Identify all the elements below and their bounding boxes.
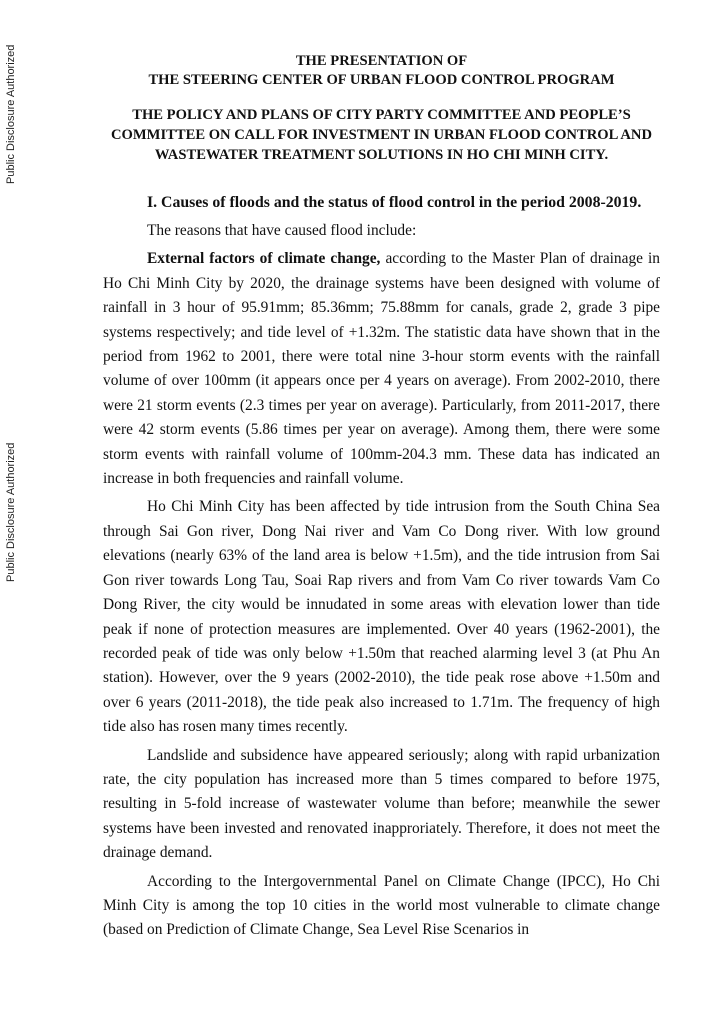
paragraph-body-climate: according to the Master Plan of drainage in Ho Chi Minh City by 2020, the drainage systems have been designed with volume of rainfall in 3 hour of 95.91mm; 85.36mm; 75.88mm for canals, grade 2, grade 3 pipe systems respectively; and tide level of +1.32m. The statistic data have shown that in the period from 1962 to 2001, there were total nine 3-hour storm events with the rainfall volume of over 100mm (it appears once per 4 years on average). From 2002-2010, there were 21 storm events (2.3 times per year on average). Particularly, from 2011-2017, there were 42 storm events (5.86 times per year on average). Among them, there were some storm events with rainfall volume of 100mm-204.3 mm. These data has indicated an increase in both frequencies and rainfall volume. <box>103 250 660 488</box>
paragraph-lead-climate: External factors of climate change, <box>147 250 381 268</box>
document-header <box>103 52 660 90</box>
document-page <box>103 52 660 943</box>
paragraph-climate-change <box>103 247 660 491</box>
disclosure-watermark-middle: Public Disclosure Authorized <box>5 442 17 582</box>
disclosure-watermark-top: Public Disclosure Authorized <box>5 44 17 184</box>
section-heading: I. Causes of floods and the status of flood control in the period 2008-2019. <box>147 194 642 211</box>
header-line-1: THE PRESENTATION OF <box>295 53 468 69</box>
paragraph-tide-intrusion: Ho Chi Minh City has been affected by tide intrusion from the South China Sea through Sai Gon river, Dong Nai river and Vam Co Dong river. With low ground elevations (nearly 63% of the land area is below +1.5m), and the tide intrusion from Sai Gon river towards Long Tau, Soai Rap rivers and from Vam Co river towards Vam Co Dong River, the city would be innudated in some areas with elevation lower than tide peak if none of protection measures are implemented. Over 40 years (1962-2001), the recorded peak of tide was only below +1.50m that reached alarming level 3 (at Phu An station). However, over the 9 years (2002-2010), the tide peak rose above +1.50m and over 6 years (2011-2018), the tide peak also increased to 1.71m. The frequency of high tide also has rosen many times recently. <box>103 498 660 736</box>
document-subtitle: THE POLICY AND PLANS OF CITY PARTY COMMITTEE AND PEOPLE’S COMMITTEE ON CALL FOR INVESTMENT IN URBAN FLOOD CONTROL AND WASTEWATER TREATMENT SOLUTIONS IN HO CHI MINH CITY. <box>111 107 652 163</box>
header-line-2: THE STEERING CENTER OF URBAN FLOOD CONTROL PROGRAM <box>148 72 615 88</box>
paragraph-reasons-intro: The reasons that have caused flood include: <box>147 222 417 239</box>
paragraph-ipcc: According to the Intergovernmental Panel on Climate Change (IPCC), Ho Chi Minh City is among the top 10 cities in the world most vulnerable to climate change (based on Prediction of Climate Change, Sea Level Rise Scenarios in <box>103 872 660 939</box>
paragraph-landslide-subsidence: Landslide and subsidence have appeared seriously; along with rapid urbanization rate, the city population has increased more than 5 times compared to before 1975, resulting in 5-fold increase of wastewater volume than before; meanwhile the sewer systems have been invested and renovated inapproriately. Therefore, it does not meet the drainage demand. <box>103 746 660 862</box>
